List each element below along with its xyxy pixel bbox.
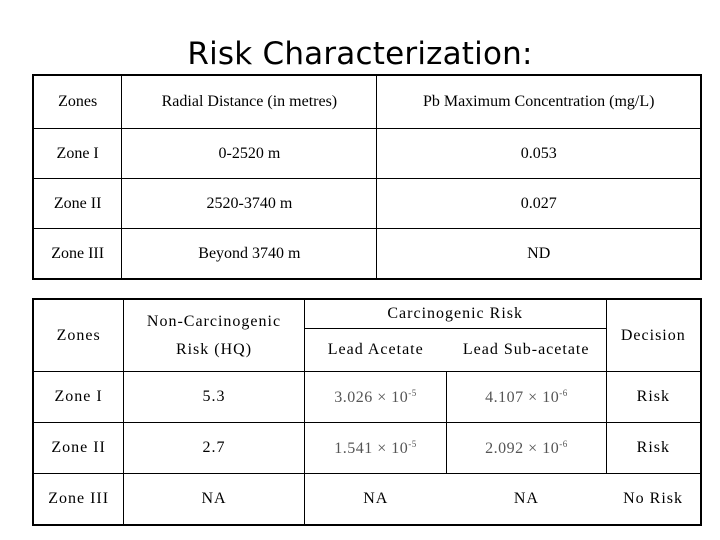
lead-acetate-mantissa: 3.026 × 10 <box>334 388 409 406</box>
zone-cell: Zone III <box>33 229 122 280</box>
table-row <box>33 423 701 474</box>
header-radial-distance: Radial Distance (in metres) <box>122 75 377 129</box>
decision-cell: Risk <box>606 372 701 423</box>
page-title: Risk Characterization: <box>187 36 533 72</box>
hq-cell: 2.7 <box>124 423 305 474</box>
table-header-row <box>33 299 701 329</box>
lead-subacetate-cell: NA <box>513 490 539 507</box>
distance-cell: 2520-3740 m <box>122 179 377 229</box>
lead-subacetate-cell <box>447 372 606 423</box>
zone-cell: Zone I <box>33 372 124 423</box>
header-lead-acetate: Lead Acetate <box>304 329 447 372</box>
lead-subacetate-cell <box>447 423 606 474</box>
header-pb-concentration: Pb Maximum Concentration (mg/L) <box>377 75 701 129</box>
header-lead-subacetate: Lead Sub-acetate <box>447 329 606 372</box>
table-row <box>33 229 701 280</box>
concentration-cell: ND <box>527 244 551 262</box>
zone-cell: Zone III <box>33 474 124 526</box>
lead-subacetate-mantissa: 2.092 × 10 <box>485 439 560 457</box>
concentration-cell: 0.053 <box>377 129 701 179</box>
distance-cell: Beyond 3740 m <box>122 229 377 280</box>
decision-cell: No Risk <box>623 490 684 507</box>
header-zones: Zones <box>33 75 122 129</box>
hq-cell: 5.3 <box>124 372 305 423</box>
table-header-row <box>33 75 701 129</box>
table-row <box>33 179 701 229</box>
header-zones: Zones <box>33 299 124 372</box>
lead-acetate-mantissa: 1.541 × 10 <box>334 439 409 457</box>
table-row <box>33 474 701 526</box>
lead-subacetate-mantissa: 4.107 × 10 <box>485 388 560 406</box>
lead-subacetate-exponent: -6 <box>559 387 568 398</box>
risk-table <box>32 298 702 526</box>
lead-acetate-exponent: -5 <box>408 387 417 398</box>
concentration-cell: 0.027 <box>377 179 701 229</box>
header-decision: Decision <box>606 299 701 372</box>
header-non-carcinogenic-line2: Risk (HQ) <box>175 340 253 358</box>
lead-acetate-cell: NA <box>363 490 389 507</box>
lead-acetate-exponent: -5 <box>408 438 417 449</box>
lead-acetate-cell <box>304 372 447 423</box>
distance-cell: 0-2520 m <box>122 129 377 179</box>
header-non-carcinogenic-line1: Non-Carcinogenic <box>146 312 282 330</box>
table-row <box>33 372 701 423</box>
zone-cell: Zone II <box>33 423 124 474</box>
zone-cell: Zone I <box>33 129 122 179</box>
hq-cell: NA <box>124 474 305 526</box>
lead-acetate-cell <box>304 423 447 474</box>
table-row <box>33 129 701 179</box>
concentration-table <box>32 74 702 280</box>
lead-subacetate-exponent: -6 <box>559 438 568 449</box>
decision-cell: Risk <box>606 423 701 474</box>
header-non-carcinogenic-risk <box>124 299 305 372</box>
zone-cell: Zone II <box>33 179 122 229</box>
header-carcinogenic-risk: Carcinogenic Risk <box>304 299 606 329</box>
